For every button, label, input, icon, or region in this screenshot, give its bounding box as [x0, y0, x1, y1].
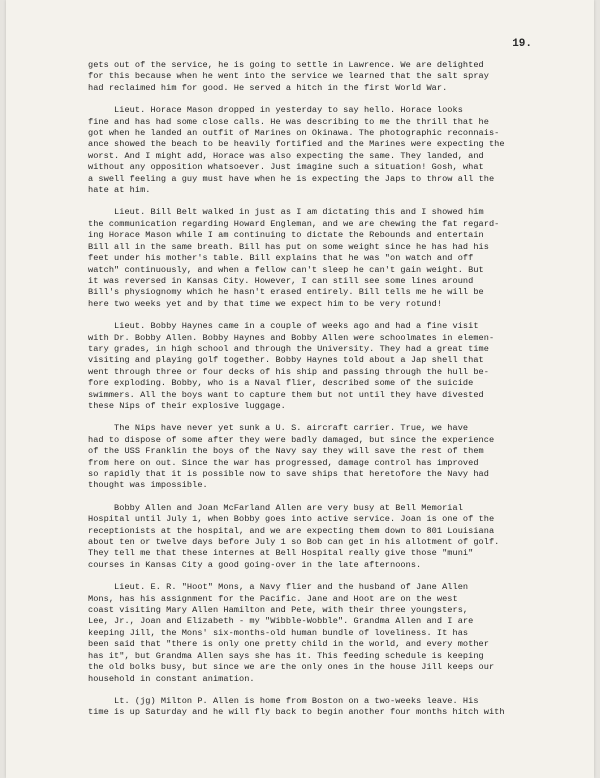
text-line: receptionists at the hospital, and we are expecting them down to 801 Louisiana: [88, 525, 495, 536]
text-line: courses in Kansas City a good going-over in the late afternoons.: [88, 559, 422, 570]
text-line: so rapidly that it is possible now to save ships that heretofore the Navy had: [88, 469, 489, 479]
text-line: ance showed the beach to be heavily fortified and the Marines were expecting the: [88, 139, 505, 150]
text-line: about ten or twelve days before July 1 so Bob can get in his allotment of golf.: [88, 537, 500, 548]
text-line: Lee, Jr., Joan and Elizabeth - my "Wibble-Wobble". Grandma Allen and I are: [88, 616, 474, 627]
body-text: [88, 60, 548, 730]
text-line: Bobby Allen and Joan McFarland Allen are very busy at Bell Memorial: [88, 502, 463, 513]
text-line: Lieut. E. R. "Hoot" Mons, a Navy flier and the husband of Jane Allen: [88, 582, 469, 593]
text-line: worst. And I might add, Horace was also expecting the same. They landed, and: [88, 150, 484, 161]
paragraph: [88, 207, 548, 310]
text-line: watch" continuously, and when a fellow can't sleep he can't gain weight. But: [88, 264, 484, 275]
paragraph: [88, 105, 548, 196]
text-line: with Dr. Bobby Allen. Bobby Haynes and Bobby Allen were schoolmates in elemen-: [88, 332, 495, 343]
text-line: fore exploding. Bobby, who is a Naval flier, described some of the suicide: [88, 378, 474, 389]
text-line: They tell me that these internes at Bell Hospital really give those "muni": [88, 548, 474, 559]
text-line: Lieut. Bill Belt walked in just as I am dictating this and I showed him: [88, 207, 484, 218]
text-line: Lt. (jg) Milton P. Allen is home from Boston on a two-weeks leave. His: [88, 695, 479, 706]
text-line: has it", but Grandma Allen says she has it. This feeding schedule is keeping: [88, 650, 484, 661]
text-line: had reclaimed him for good. He served a hitch in the first World War.: [88, 82, 448, 93]
typewritten-page: [6, 0, 594, 778]
text-line: the communication regarding Howard Engleman, and we are chewing the fat regard-: [88, 218, 500, 229]
text-line: gets out of the service, he is going to settle in Lawrence. We are delighted: [88, 60, 484, 70]
text-line: coast visiting Mary Allen Hamilton and Pete, with their three youngsters,: [88, 605, 469, 616]
text-line: visiting and playing golf together. Bobby Haynes told about a Jap shell that: [88, 355, 484, 366]
text-line: The Nips have never yet sunk a U. S. aircraft carrier. True, we have: [88, 423, 469, 434]
text-line: a swell feeling a guy must have when he is expecting the Japs to throw all the: [88, 173, 495, 184]
paragraph: [88, 321, 548, 412]
text-line: went through three or four decks of his ship and passing through the hull be-: [88, 366, 489, 377]
text-line: ing Horace Mason while I am continuing to dictate the Rebounds and entertain: [88, 230, 484, 241]
text-line: Lieut. Bobby Haynes came in a couple of weeks ago and had a fine visit: [88, 321, 479, 332]
paragraph: [88, 582, 548, 685]
text-line: of the USS Franklin the boys of the Navy say they will save the rest of them: [88, 446, 484, 457]
text-line: tary grades, in high school and through the University. They had a great time: [88, 343, 489, 354]
text-line: household in constant animation.: [88, 673, 255, 684]
text-line: Mons, has his assignment for the Pacific. Jane and Hoot are on the west: [88, 593, 458, 604]
text-line: got when he landed an outfit of Marines on Okinawa. The photographic reconnais-: [88, 128, 500, 139]
text-line: hate at him.: [88, 185, 151, 196]
text-line: without any opposition whatsoever. Just imagine such a situation! Gosh, what: [88, 162, 484, 173]
text-line: been said that "there is only one pretty child in the world, and every mother: [88, 639, 489, 650]
text-line: Hospital until July 1, when Bobby goes into active service. Joan is one of the: [88, 514, 495, 525]
paragraph: [88, 696, 548, 719]
text-line: keeping Jill, the Mons' six-months-old human bundle of loveliness. It has: [88, 627, 469, 638]
paragraph: [88, 503, 548, 571]
text-line: Lieut. Horace Mason dropped in yesterday to say hello. Horace looks: [88, 105, 463, 116]
text-line: fine and has had some close calls. He was describing to me the thrill that he: [88, 116, 489, 127]
text-line: for this because when he went into the service we learned that the salt spray: [88, 71, 489, 82]
page-number: 19.: [512, 38, 532, 50]
text-line: the old bolks busy, but since we are the only ones in the house Jill keeps our: [88, 662, 495, 673]
text-line: here two weeks yet and by that time we expect him to be very rotund!: [88, 298, 443, 309]
text-line: it was reversed in Kansas City. However, I can still see some lines around: [88, 275, 474, 286]
text-line: Bill's physiognomy which he hasn't erased entirely. Bill tells me he will be: [88, 287, 484, 298]
text-line: these Nips of their explosive luggage.: [88, 400, 286, 411]
text-line: from here on out. Since the war has progressed, damage control has improved: [88, 457, 479, 468]
text-line: Bill all in the same breath. Bill has put on some weight since he has had his: [88, 241, 489, 252]
paragraph: [88, 423, 548, 491]
text-line: time is up Saturday and he will fly back to begin another four months hitch with: [88, 707, 505, 718]
text-line: thought was impossible.: [88, 480, 208, 491]
text-line: had to dispose of some after they were badly damaged, but since the experience: [88, 434, 495, 445]
text-line: swimmers. All the boys want to capture them but not until they have divested: [88, 389, 484, 400]
paragraph: [88, 60, 548, 94]
text-line: feet under his mother's table. Bill explains that he was "on watch and off: [88, 253, 474, 264]
